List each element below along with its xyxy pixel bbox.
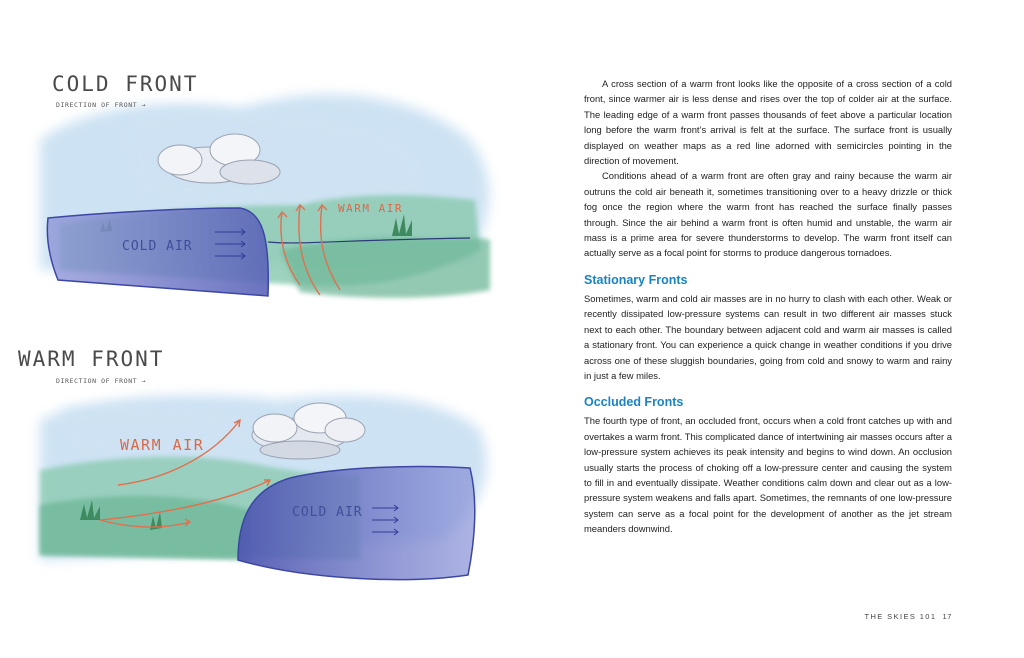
cold-front-direction-label: DIRECTION OF FRONT → xyxy=(56,101,147,109)
cold-front-title: COLD FRONT xyxy=(52,72,199,96)
warm-front-warm-air-label: WARM AIR xyxy=(120,436,205,454)
running-head: THE SKIES 101 xyxy=(864,612,937,621)
page-number: 17 xyxy=(942,612,952,621)
intro-paragraph-1: A cross section of a warm front looks like the opposite of a cross section of a cold front, since warmer air is less dense and rises over the top of colder air at the surface. The leading edge of a warm front passes thousands of feet above a particular location long before the warm front’s arrival is felt at the surface. The surface front is usually displayed on weather maps as a red line adorned with semicircles pointing in the direction of movement. xyxy=(584,78,952,167)
article-column xyxy=(584,76,952,537)
stationary-fronts-heading: Stationary Fronts xyxy=(584,272,688,287)
cold-front-cold-air-label: COLD AIR xyxy=(122,239,193,254)
warm-front-direction-label: DIRECTION OF FRONT → xyxy=(56,377,147,385)
intro-paragraph-2: Conditions ahead of a warm front are often gray and rainy because the warm air outruns the cold air beneath it, sometimes transitioning over to a heavy drizzle or thick fog once the region where the warm front has reached the surface finally passes through. Since the air behind a warm front is often humid and unstable, the warm air mass is a prime area for severe thunderstorms to develop. The warm front itself can actually serve as a focal point for storms to produce dangerous tornadoes. xyxy=(584,170,952,259)
occluded-fronts-body: The fourth type of front, an occluded front, occurs when a cold front catches up with and overtakes a warm front. This complicated dance of intertwining air masses occurs after a low-pressure system achieves its peak intensity and begins to wind down. An occlusion usually starts the process of choking off a low-pressure center and causing the system to fill in and eventually dissipate. Weather conditions calm down and clear out as a low-pressure system weakens and falls apart. Sometimes, the remnants of one low-pressure system can serve as a focal point for the development of another as the jet stream meanders downwind. xyxy=(584,415,952,535)
ground-wash-dark xyxy=(40,496,250,560)
ground-wash-dark xyxy=(280,237,490,298)
warm-front-title: WARM FRONT xyxy=(18,347,165,371)
page-footer xyxy=(864,612,952,621)
warm-front-cold-air-label: COLD AIR xyxy=(292,505,363,520)
warm-front-panel xyxy=(40,395,486,579)
cold-front-warm-air-label: WARM AIR xyxy=(338,202,403,215)
cold-front-panel xyxy=(40,94,490,297)
stationary-fronts-body: Sometimes, warm and cold air masses are in no hurry to clash with each other. Weak or recently dissipated low-pressure systems can result in two different air masses stuck next to each other. The boundary between adjacent cold and warm air masses is called a stationary front. You can experience a quick change in weather conditions if you drive across one of these sluggish boundaries, going from cold and snowy to warm and rainy in just a few miles. xyxy=(584,292,952,381)
occluded-fronts-heading: Occluded Fronts xyxy=(584,395,684,410)
